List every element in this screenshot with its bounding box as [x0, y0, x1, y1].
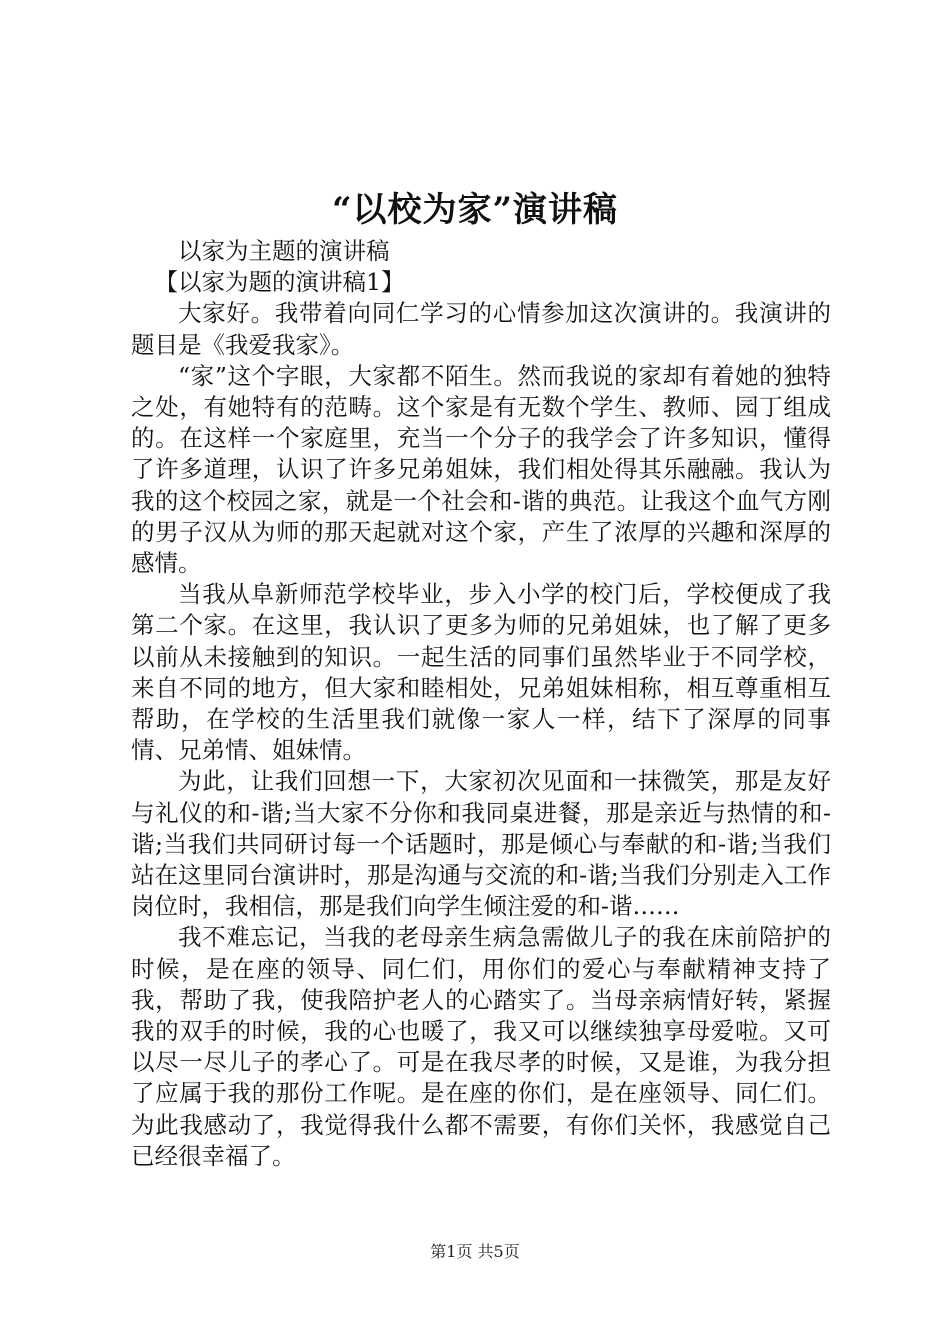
document-title: “以校为家”演讲稿	[331, 190, 619, 230]
paragraph-3: 当我从阜新师范学校毕业，步入小学的校门后，学校便成了我第二个家。在这里，我认识了更多为师的兄弟姐妹，也了解了更多以前从未接触到的知识。一起生活的同事们虽然毕业于不同学校，来自不同的地方，但大家和睦相处，兄弟姐妹相称，相互尊重相互帮助，在学校的生活里我们就像一家人一样，结下了深厚的同事情、兄弟情、姐妹情。	[131, 580, 831, 765]
paragraph-2: “家”这个字眼，大家都不陌生。然而我说的家却有着她的独特之处，有她特有的范畴。这个家是有无数个学生、教师、园丁组成的。在这样一个家庭里，充当一个分子的我学会了许多知识，懂得了许多道理，认识了许多兄弟姐妹，我们相处得其乐融融。我认为我的这个校园之家，就是一个社会和-谐的典范。让我这个血气方刚的男子汉从为师的那天起就对这个家，产生了浓厚的兴趣和深厚的感情。	[131, 361, 831, 578]
document-body	[131, 236, 831, 1172]
page-footer: 第1页 共5页	[430, 1242, 520, 1261]
paragraph-4: 为此，让我们回想一下，大家初次见面和一抹微笑，那是友好与礼仪的和-谐;当大家不分你和我同桌进餐，那是亲近与热情的和-谐;当我们共同研讨每一个话题时，那是倾心与奉献的和-谐;当我们站在这里同台演讲时，那是沟通与交流的和-谐;当我们分别走入工作岗位时，我相信，那是我们向学生倾注爱的和-谐……	[131, 767, 831, 921]
document-subtitle: 以家为主题的演讲稿	[178, 237, 390, 265]
paragraph-1: 大家好。我带着向同仁学习的心情参加这次演讲的。我演讲的题目是《我爱我家》。	[131, 299, 831, 359]
paragraph-5: 我不难忘记，当我的老母亲生病急需做儿子的我在床前陪护的时候，是在座的领导、同仁们，用你们的爱心与奉献精神支持了我，帮助了我，使我陪护老人的心踏实了。当母亲病情好转，紧握我的双手的时候，我的心也暖了，我又可以继续独享母爱啦。又可以尽一尽儿子的孝心了。可是在我尽孝的时候，又是谁，为我分担了应属于我的那份工作呢。是在座的你们，是在座领导、同仁们。为此我感动了，我觉得我什么都不需要，有你们关怀，我感觉自己已经很幸福了。	[131, 923, 831, 1170]
section-heading: 【以家为题的演讲稿1】	[154, 268, 405, 297]
